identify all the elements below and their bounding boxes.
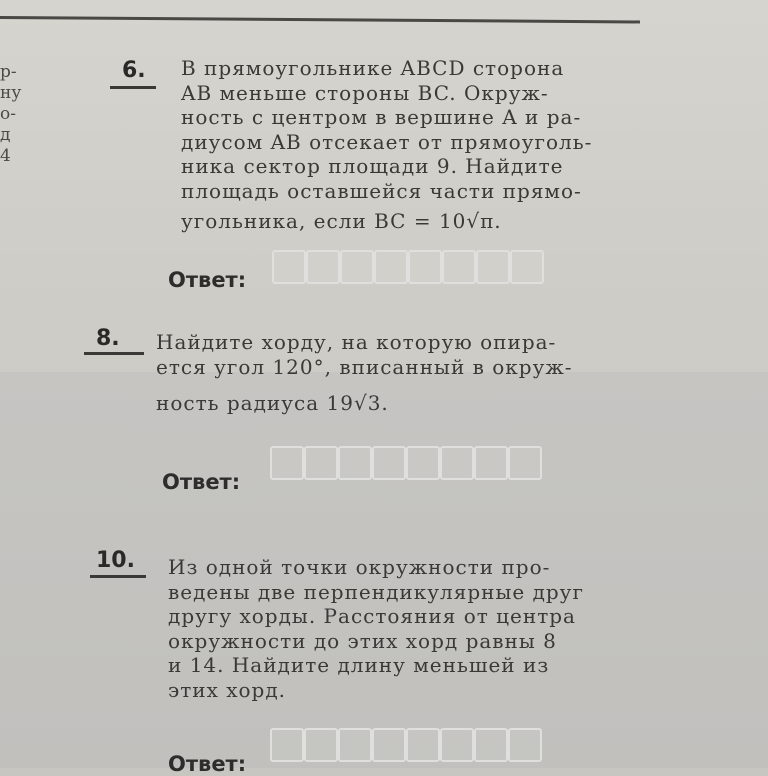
answer-cell[interactable]	[340, 250, 374, 284]
problem-line: окружности до этих хорд равны 8	[168, 628, 557, 653]
problem-line: площадь оставшейся части прямо-	[181, 178, 582, 203]
problem-8-number-underline	[84, 352, 144, 355]
answer-cell[interactable]	[440, 446, 474, 480]
problem-line: другу хорды. Расстояния от центра	[168, 604, 576, 628]
answer-cell[interactable]	[408, 250, 442, 284]
margin-fragment: р-	[0, 62, 17, 82]
problem-6-answer-grid[interactable]	[272, 250, 544, 284]
problem-line: ность радиуса 19√3.	[156, 391, 389, 415]
problem-8-answer-label: Ответ:	[162, 470, 241, 494]
top-rule	[0, 16, 640, 23]
answer-cell[interactable]	[510, 250, 544, 284]
problem-line: ется угол 120°, вписанный в окруж-	[156, 354, 573, 379]
problem-line: и 14. Найдите длину меньшей из	[168, 653, 550, 677]
answer-cell[interactable]	[406, 446, 440, 480]
problem-8-number: 8.	[96, 326, 120, 351]
margin-text-fragments	[0, 62, 24, 167]
problem-10-answer-grid[interactable]	[270, 728, 542, 762]
answer-cell[interactable]	[270, 446, 304, 480]
problem-10-number: 10.	[96, 548, 135, 573]
answer-cell[interactable]	[304, 728, 338, 762]
margin-fragment: д	[0, 125, 11, 145]
problem-6-answer-label: Ответ:	[168, 268, 247, 292]
problem-6-number-underline	[110, 86, 156, 89]
problem-line: диусом AB отсекает от прямоуголь-	[181, 129, 593, 154]
problem-line: ность с центром в вершине A и ра-	[181, 105, 582, 129]
problem-10-text	[168, 555, 584, 702]
answer-cell[interactable]	[508, 728, 542, 762]
problem-line: AB меньше стороны BC. Окруж-	[181, 80, 549, 105]
answer-cell[interactable]	[372, 728, 406, 762]
answer-cell[interactable]	[440, 728, 474, 762]
problem-6-text	[181, 56, 592, 234]
answer-cell[interactable]	[304, 446, 338, 480]
margin-fragment: о-	[0, 104, 16, 124]
problem-8-answer-grid[interactable]	[270, 446, 542, 480]
margin-fragment: 4	[0, 146, 11, 166]
answer-cell[interactable]	[372, 446, 406, 480]
problem-8-text	[156, 330, 573, 416]
answer-cell[interactable]	[406, 728, 440, 762]
answer-cell[interactable]	[374, 250, 408, 284]
answer-cell[interactable]	[508, 446, 542, 480]
answer-cell[interactable]	[474, 728, 508, 762]
answer-cell[interactable]	[476, 250, 510, 284]
problem-line: В прямоугольнике ABCD сторона	[181, 56, 565, 80]
answer-cell[interactable]	[474, 446, 508, 480]
problem-line: ника сектор площади 9. Найдите	[181, 154, 564, 178]
problem-6-number: 6.	[122, 58, 146, 83]
problem-10-number-underline	[90, 575, 146, 578]
problem-line: Из одной точки окружности про-	[168, 555, 551, 579]
problem-line: угольника, если BC = 10√π.	[181, 209, 502, 233]
problem-line: ведены две перпендикулярные друг	[168, 579, 584, 604]
answer-cell[interactable]	[338, 446, 372, 480]
answer-cell[interactable]	[442, 250, 476, 284]
answer-cell[interactable]	[272, 250, 306, 284]
problem-line: Найдите хорду, на которую опира-	[156, 330, 557, 354]
margin-fragment: ну	[0, 83, 22, 103]
answer-cell[interactable]	[306, 250, 340, 284]
answer-cell[interactable]	[338, 728, 372, 762]
problem-line: этих хорд.	[168, 677, 287, 702]
problem-10-answer-label: Ответ:	[168, 752, 247, 776]
answer-cell[interactable]	[270, 728, 304, 762]
